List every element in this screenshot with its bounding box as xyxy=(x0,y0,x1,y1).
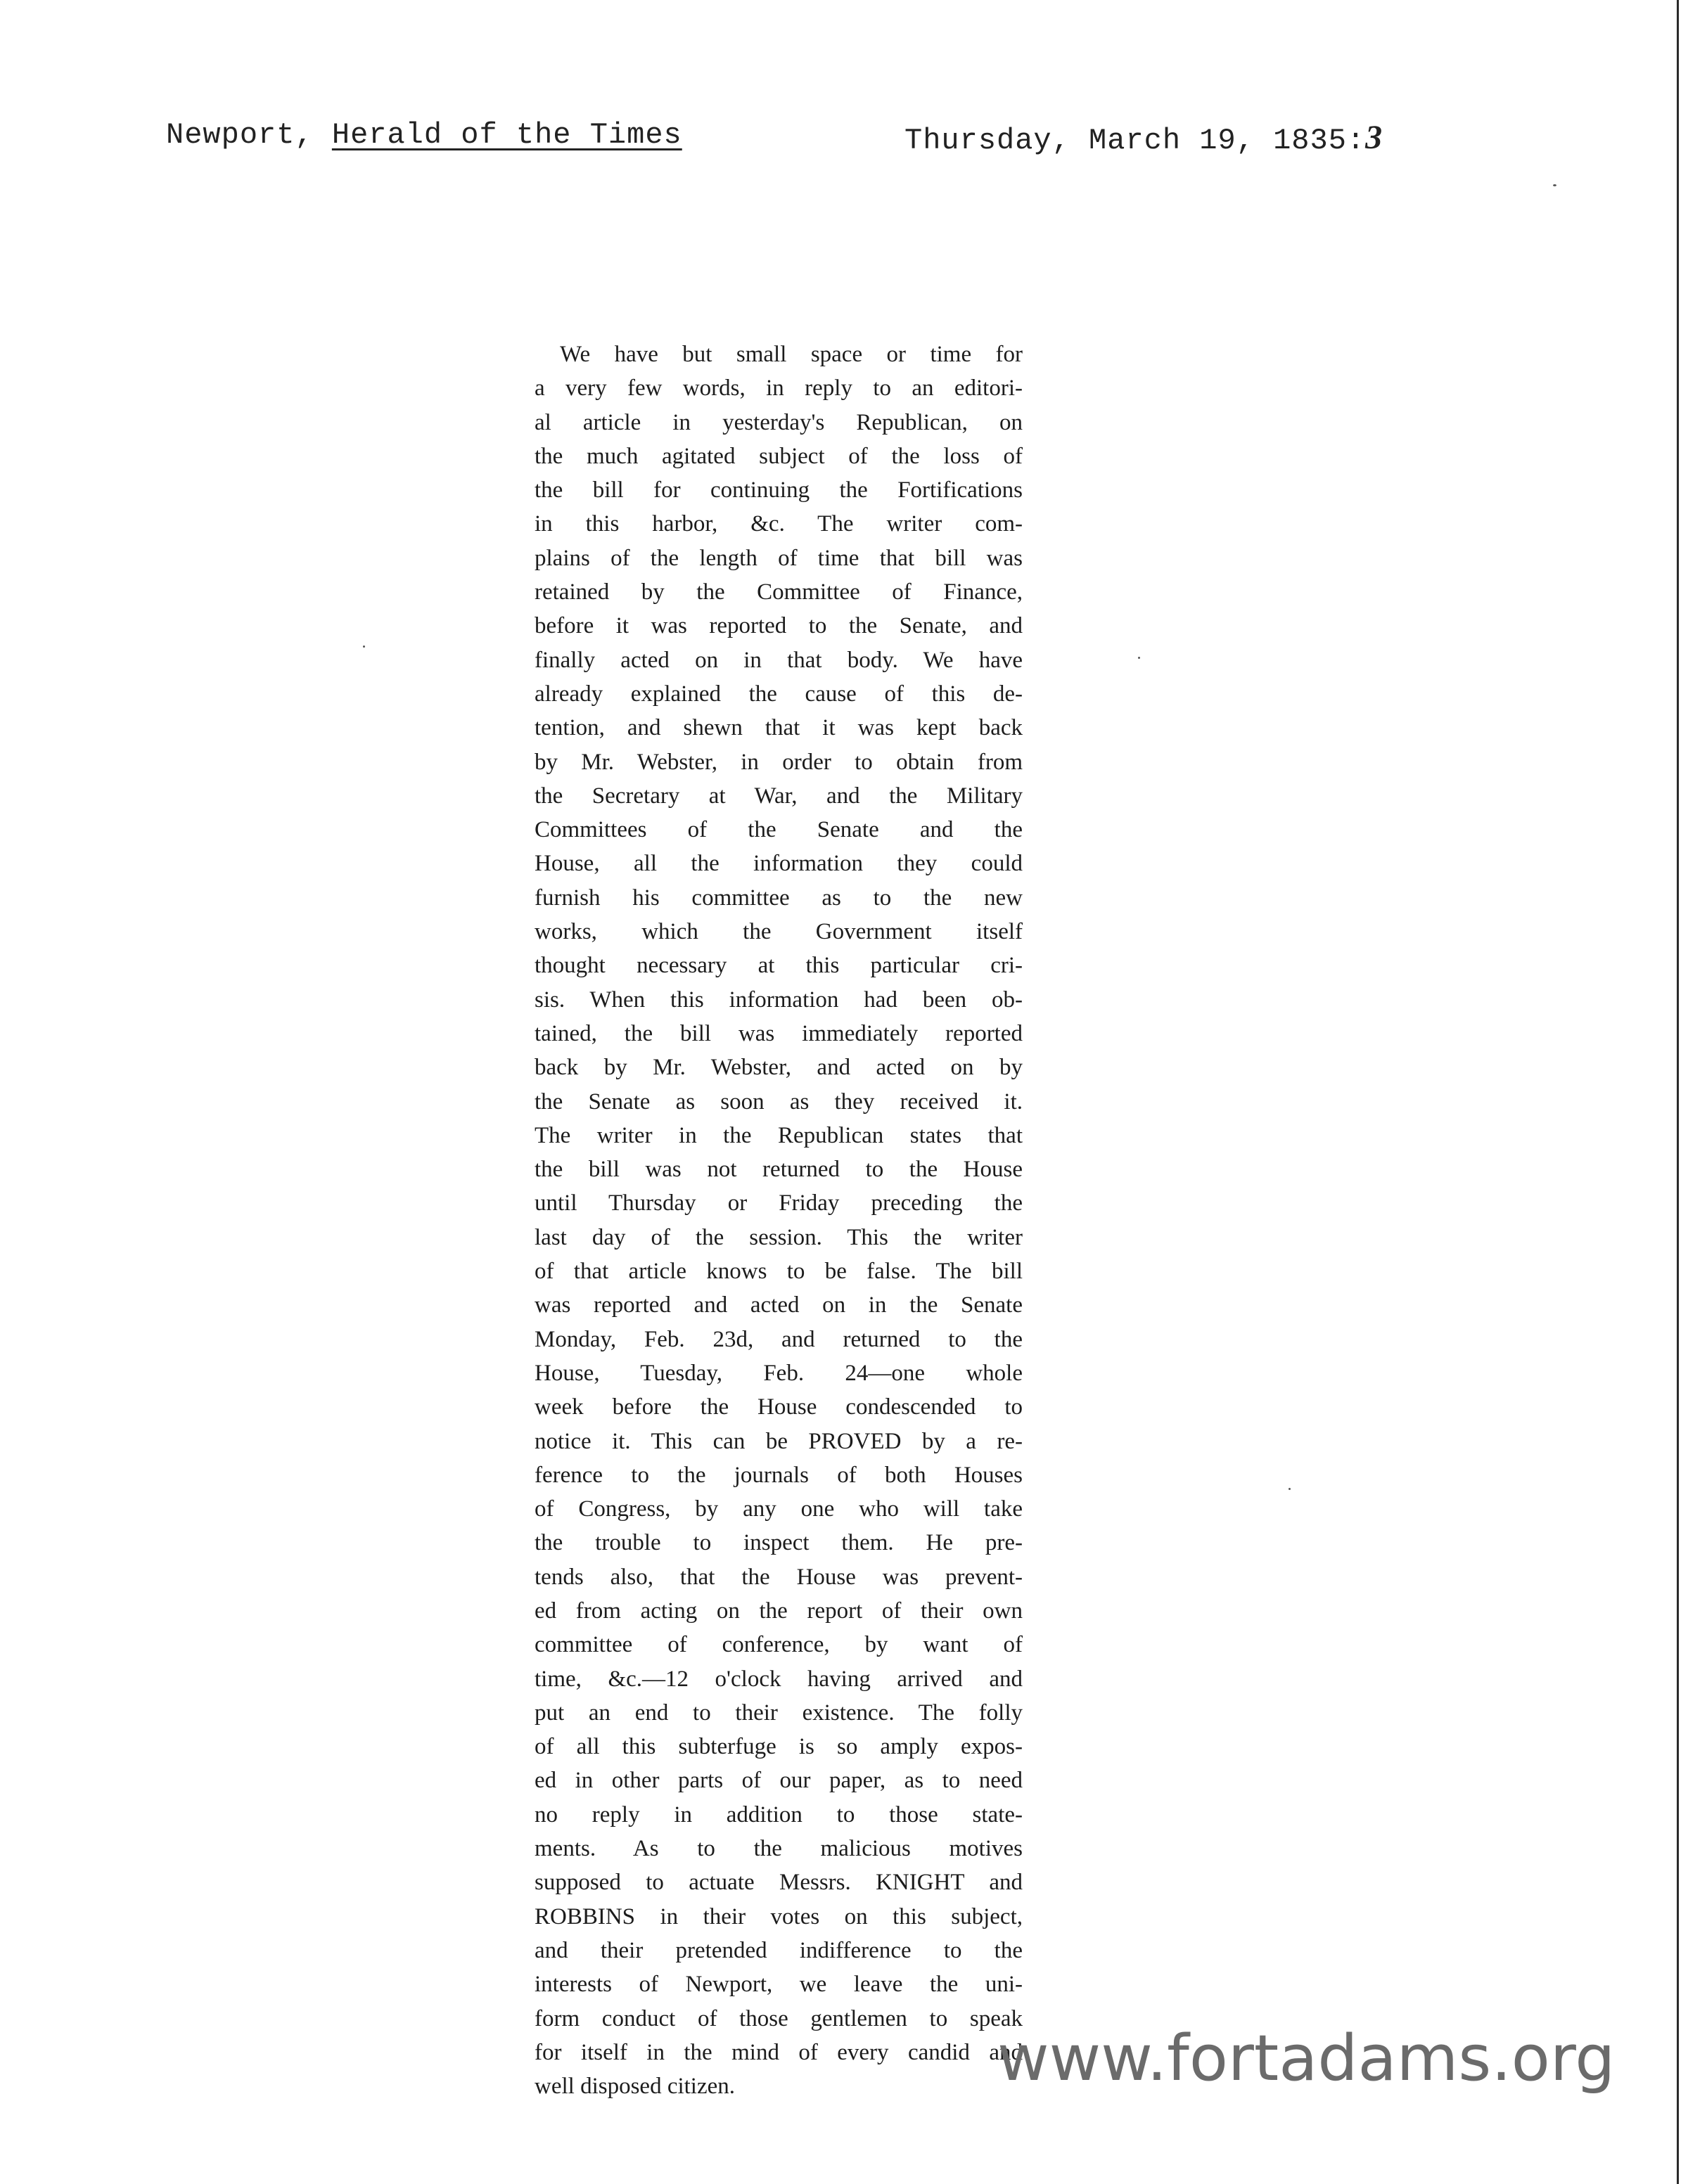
article-line: Committees of the Senate and the xyxy=(535,817,1023,843)
article-line: We have but small space or time for xyxy=(560,342,1023,367)
article-line: notice it. This can be PROVED by a re- xyxy=(535,1428,1023,1454)
article-line: House, all the information they could xyxy=(535,851,1023,877)
article-line: was reported and acted on in the Senate xyxy=(535,1292,1023,1318)
article-line: in this harbor, &c. The writer com- xyxy=(535,511,1023,537)
header-date-text: Thursday, March 19, 1835: xyxy=(904,124,1366,158)
article-line: the bill was not returned to the House xyxy=(535,1157,1023,1183)
scan-speck xyxy=(1138,657,1140,659)
header-city: Newport, xyxy=(166,118,314,152)
article-line: ed from acting on the report of their own xyxy=(535,1598,1023,1624)
article-line: the Senate as soon as they received it. xyxy=(535,1088,1023,1115)
article-line: interests of Newport, we leave the uni- xyxy=(535,1972,1023,1998)
watermark: www.fortadams.org xyxy=(997,2022,1616,2095)
article-line: ference to the journals of both Houses xyxy=(535,1462,1023,1488)
page-edge-line xyxy=(1677,0,1679,2184)
article-line: of that article knows to be false. The bill xyxy=(535,1259,1023,1285)
article-line: works, which the Government itself xyxy=(535,919,1023,945)
header-source xyxy=(166,118,682,152)
article-line: back by Mr. Webster, and acted on by xyxy=(535,1055,1023,1081)
article-line: the trouble to inspect them. He pre- xyxy=(535,1530,1023,1556)
article-line: House, Tuesday, Feb. 24—one whole xyxy=(535,1360,1023,1386)
article-line: ed in other parts of our paper, as to need xyxy=(535,1768,1023,1794)
article-line: ROBBINS in their votes on this subject, xyxy=(535,1903,1023,1929)
article-line: the bill for continuing the Fortifications xyxy=(535,477,1023,503)
article-line: week before the House condescended to xyxy=(535,1394,1023,1420)
article-line: committee of conference, by want of xyxy=(535,1632,1023,1658)
article-line: until Thursday or Friday preceding the xyxy=(535,1190,1023,1216)
article-line: supposed to actuate Messrs. KNIGHT and xyxy=(535,1870,1023,1896)
article-line: time, &c.—12 o'clock having arrived and xyxy=(535,1666,1023,1692)
header-page-number: 3 xyxy=(1365,119,1383,156)
article-line: already explained the cause of this de- xyxy=(535,681,1023,707)
article-line: plains of the length of time that bill was xyxy=(535,545,1023,571)
article-line: Monday, Feb. 23d, and returned to the xyxy=(535,1326,1023,1352)
article-line: al article in yesterday's Republican, on xyxy=(535,409,1023,435)
header-paper-name: Herald of the Times xyxy=(331,118,682,152)
article-line: last day of the session. This the writer xyxy=(535,1224,1023,1250)
article-line: furnish his committee as to the new xyxy=(535,885,1023,911)
article-column xyxy=(535,338,1023,2103)
scan-speck xyxy=(1289,1488,1291,1490)
article-line: form conduct of those gentlemen to speak xyxy=(535,2005,1023,2031)
article-line: tained, the bill was immediately reported xyxy=(535,1020,1023,1046)
scan-speck xyxy=(363,645,365,648)
article-line: well disposed citizen. xyxy=(535,2074,736,2100)
article-line: thought necessary at this particular cri- xyxy=(535,953,1023,979)
article-line: no reply in addition to those state- xyxy=(535,1801,1023,1828)
header-date xyxy=(904,118,1383,158)
article-line: the Secretary at War, and the Military xyxy=(535,783,1023,809)
article-line: before it was reported to the Senate, and xyxy=(535,613,1023,639)
scan-speck xyxy=(1553,184,1556,186)
article-line: The writer in the Republican states that xyxy=(535,1122,1023,1148)
article-line: by Mr. Webster, in order to obtain from xyxy=(535,749,1023,775)
article-line: finally acted on in that body. We have xyxy=(535,647,1023,673)
article-line: the much agitated subject of the loss of xyxy=(535,443,1023,469)
article-line: of all this subterfuge is so amply expos- xyxy=(535,1734,1023,1760)
article-line: a very few words, in reply to an editori- xyxy=(535,375,1023,402)
article-line: ments. As to the malicious motives xyxy=(535,1836,1023,1862)
article-line: tention, and shewn that it was kept back xyxy=(535,715,1023,741)
article-line: sis. When this information had been ob- xyxy=(535,987,1023,1013)
article-line: tends also, that the House was prevent- xyxy=(535,1564,1023,1590)
article-line: retained by the Committee of Finance, xyxy=(535,579,1023,605)
article-line: of Congress, by any one who will take xyxy=(535,1496,1023,1522)
article-line: and their pretended indifference to the xyxy=(535,1937,1023,1963)
article-line: for itself in the mind of every candid and xyxy=(535,2039,1023,2065)
article-line: put an end to their existence. The folly xyxy=(535,1700,1023,1726)
